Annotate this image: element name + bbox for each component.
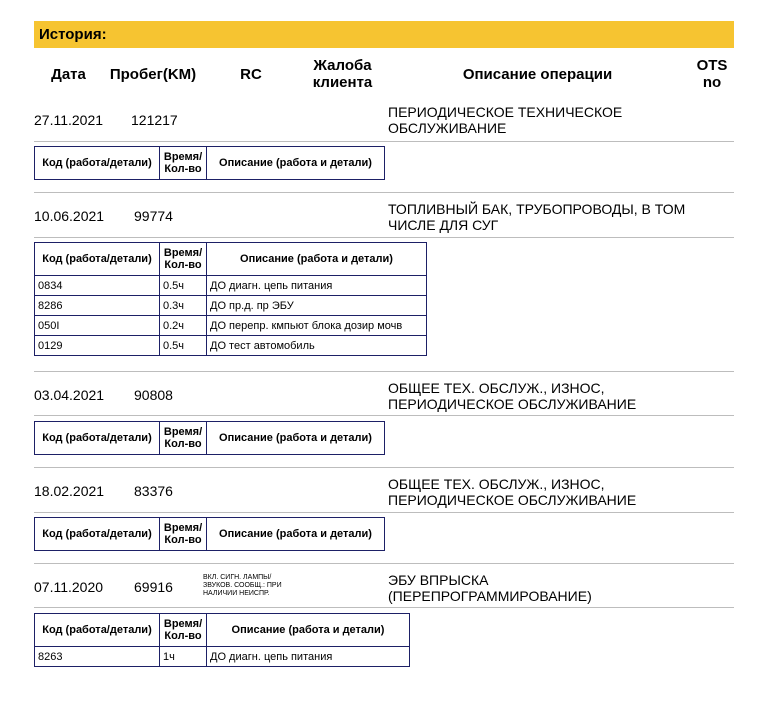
work-table: [34, 517, 385, 551]
sub-col-desc: Описание (работа и детали): [207, 243, 427, 276]
record-date: 07.11.2020: [34, 579, 104, 595]
col-ots: OTS no: [690, 51, 734, 97]
record-operation: ТОПЛИВНЫЙ БАК, ТРУБОПРОВОДЫ, В ТОМ ЧИСЛЕ ДЛЯ СУГ: [388, 201, 686, 233]
history-header-bar: [34, 21, 734, 48]
table-row: [35, 336, 427, 356]
item-desc: ДО диагн. цепь питания: [207, 276, 427, 296]
record-mileage: 121217: [131, 112, 178, 128]
sub-col-code: Код (работа/детали): [35, 422, 160, 455]
item-desc: ДО перепр. кмпьют блока дозир мочв: [207, 316, 427, 336]
item-code: 0834: [35, 276, 160, 296]
section-title: История:: [39, 26, 107, 43]
record-mileage: 83376: [134, 483, 173, 499]
col-rc: RC: [204, 51, 298, 97]
sub-col-code: Код (работа/детали): [35, 614, 160, 647]
sub-col-time: Время/ Кол-во: [160, 147, 207, 180]
sub-col-code: Код (работа/детали): [35, 243, 160, 276]
work-table: [34, 242, 427, 356]
record-operation: ЭБУ ВПРЫСКА (ПЕРЕПРОГРАММИРОВАНИЕ): [388, 572, 592, 604]
item-time: 1ч: [160, 647, 207, 667]
separator: [34, 512, 734, 513]
item-desc: ДО тест автомобиль: [207, 336, 427, 356]
record-operation: ОБЩЕЕ ТЕХ. ОБСЛУЖ., ИЗНОС, ПЕРИОДИЧЕСКОЕ ОБСЛУЖИВАНИЕ: [388, 476, 637, 508]
sub-col-desc: Описание (работа и детали): [207, 147, 385, 180]
table-row: [35, 276, 427, 296]
record-mileage: 90808: [134, 387, 173, 403]
sub-col-desc: Описание (работа и детали): [207, 614, 410, 647]
record-mileage: 99774: [134, 208, 173, 224]
record-date: 27.11.2021: [34, 112, 104, 128]
sub-col-desc: Описание (работа и детали): [207, 422, 385, 455]
col-operation: Описание операции: [387, 51, 688, 97]
work-table: [34, 146, 385, 180]
record-mileage: 69916: [134, 579, 173, 595]
separator: [34, 415, 734, 416]
sub-col-code: Код (работа/детали): [35, 518, 160, 551]
sub-col-time: Время/ Кол-во: [160, 243, 207, 276]
item-code: 8286: [35, 296, 160, 316]
table-row: [35, 316, 427, 336]
item-desc: ДО пр.д. пр ЭБУ: [207, 296, 427, 316]
record-date: 18.02.2021: [34, 483, 105, 499]
table-row: [35, 647, 410, 667]
sub-col-desc: Описание (работа и детали): [207, 518, 385, 551]
col-mileage: Пробег(KM): [104, 51, 202, 97]
separator: [34, 371, 734, 372]
separator: [34, 141, 734, 142]
separator: [34, 192, 734, 193]
item-code: 050I: [35, 316, 160, 336]
col-complaint: Жалоба клиента: [300, 51, 385, 97]
record-complaint: ВКЛ. СИГН. ЛАМПЫ/ ЗВУКОВ. СООБЩ.: ПРИ НАЛИЧИИ НЕИСПР.: [203, 574, 282, 597]
record-date: 03.04.2021: [34, 387, 105, 403]
table-row: [35, 296, 427, 316]
col-date: Дата: [34, 51, 103, 97]
record-operation: ПЕРИОДИЧЕСКОЕ ТЕХНИЧЕСКОЕ ОБСЛУЖИВАНИЕ: [388, 104, 623, 136]
item-time: 0.5ч: [160, 276, 207, 296]
separator: [34, 563, 734, 564]
separator: [34, 467, 734, 468]
sub-col-time: Время/ Кол-во: [160, 614, 207, 647]
item-time: 0.2ч: [160, 316, 207, 336]
sub-col-time: Время/ Кол-во: [160, 422, 207, 455]
item-time: 0.3ч: [160, 296, 207, 316]
record-date: 10.06.2021: [34, 208, 105, 224]
work-table: [34, 613, 410, 667]
sub-col-code: Код (работа/детали): [35, 147, 160, 180]
item-time: 0.5ч: [160, 336, 207, 356]
separator: [34, 607, 734, 608]
separator: [34, 237, 734, 238]
sub-col-time: Время/ Кол-во: [160, 518, 207, 551]
record-operation: ОБЩЕЕ ТЕХ. ОБСЛУЖ., ИЗНОС, ПЕРИОДИЧЕСКОЕ ОБСЛУЖИВАНИЕ: [388, 380, 637, 412]
item-code: 8263: [35, 647, 160, 667]
item-desc: ДО диагн. цепь питания: [207, 647, 410, 667]
work-table: [34, 421, 385, 455]
item-code: 0129: [35, 336, 160, 356]
